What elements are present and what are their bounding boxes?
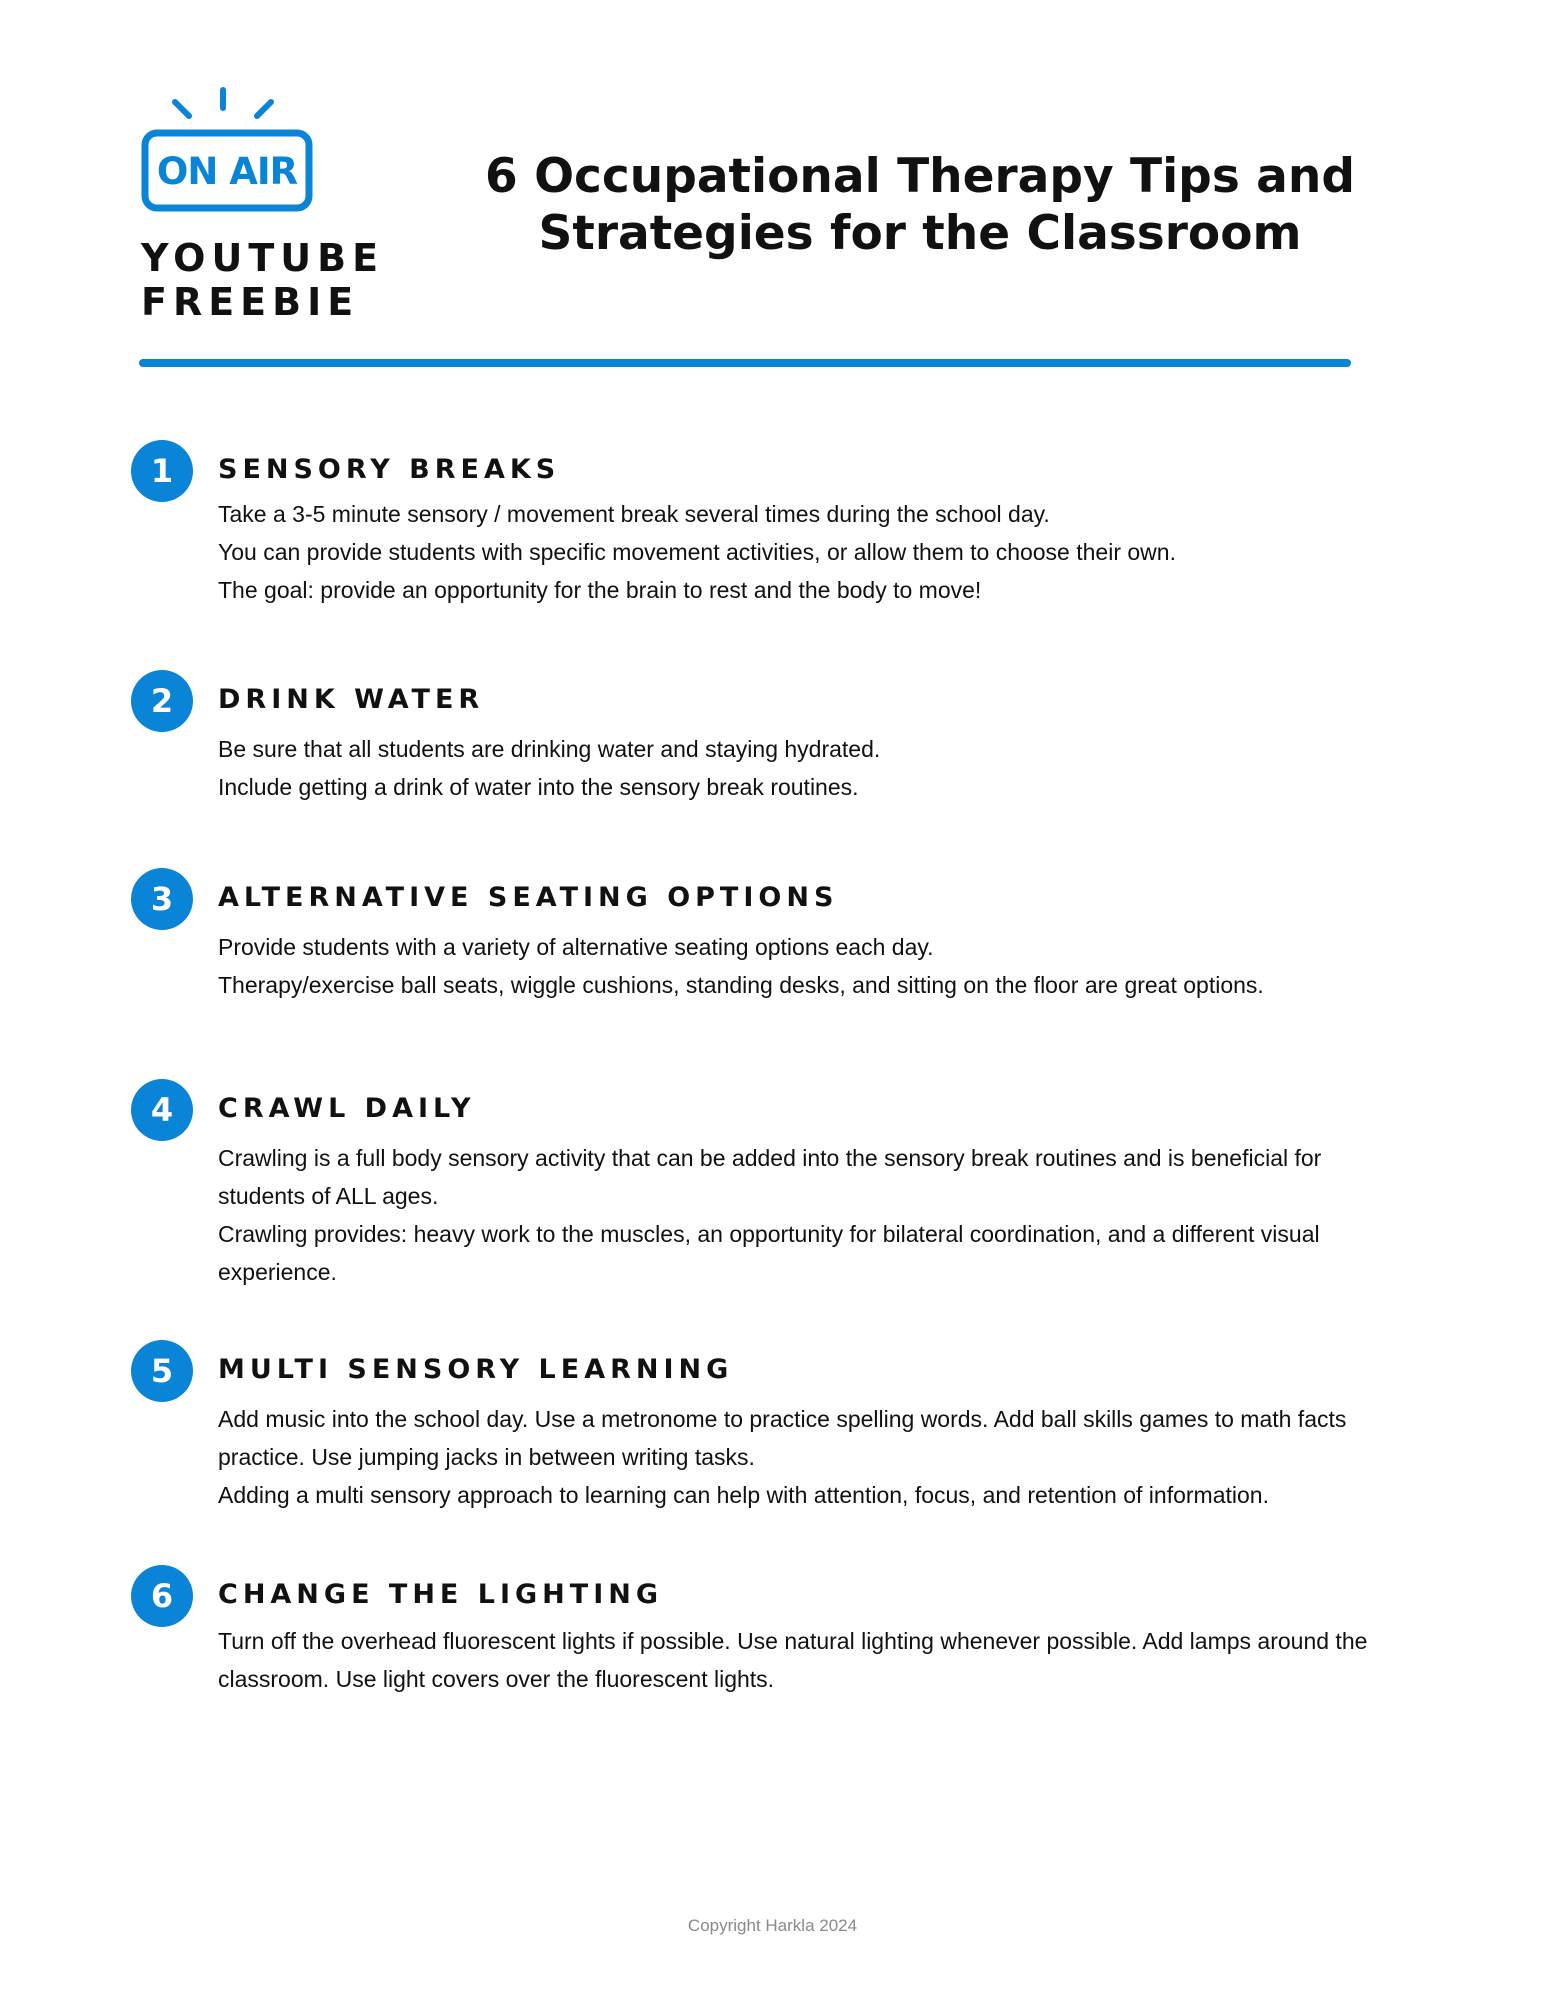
tip-heading: DRINK WATER (218, 684, 485, 715)
tip-line: practice. Use jumping jacks in between writing tasks. (218, 1444, 755, 1470)
youtube-freebie-label (141, 236, 384, 324)
tip-heading: CRAWL DAILY (218, 1093, 476, 1124)
tip-line: You can provide students with specific movement activities, or allow them to choose their own. (218, 539, 1176, 565)
tip-body (218, 928, 1418, 1004)
tip-line: Provide students with a variety of alternative seating options each day. (218, 934, 934, 960)
tip-body (218, 495, 1418, 609)
tip-number-badge: 1 (131, 440, 193, 502)
tip-line: Include getting a drink of water into the sensory break routines. (218, 774, 859, 800)
title-divider (139, 359, 1351, 367)
tip-line: students of ALL ages. (218, 1183, 439, 1209)
tip-line: The goal: provide an opportunity for the brain to rest and the body to move! (218, 577, 982, 603)
tip-line: Adding a multi sensory approach to learning can help with attention, focus, and retention of information. (218, 1482, 1269, 1508)
on-air-label: ON AIR (156, 150, 298, 193)
tip-heading: CHANGE THE LIGHTING (218, 1579, 663, 1610)
tip-heading: MULTI SENSORY LEARNING (218, 1354, 734, 1385)
tip-body (218, 1622, 1418, 1698)
tip-line: Crawling is a full body sensory activity that can be added into the sensory break routines and is beneficial for (218, 1145, 1322, 1171)
tip-line: Turn off the overhead fluorescent lights if possible. Use natural lighting whenever possible. Add lamps around the (218, 1628, 1368, 1654)
freebie-line: YOUTUBE (141, 236, 385, 280)
tip-heading: SENSORY BREAKS (218, 454, 561, 485)
tip-line: Therapy/exercise ball seats, wiggle cushions, standing desks, and sitting on the floor are great options. (218, 972, 1264, 998)
tip-body (218, 1400, 1418, 1514)
tip-line: Add music into the school day. Use a metronome to practice spelling words. Add ball skills games to math facts (218, 1406, 1347, 1432)
tip-number-badge: 4 (131, 1079, 193, 1141)
tip-number-badge: 5 (131, 1340, 193, 1402)
tip-body (218, 1139, 1418, 1291)
tip-line: classroom. Use light covers over the fluorescent lights. (218, 1666, 775, 1692)
tip-number-badge: 2 (131, 670, 193, 732)
tip-number-badge: 3 (131, 868, 193, 930)
on-air-logo (141, 86, 321, 216)
tip-line: Crawling provides: heavy work to the muscles, an opportunity for bilateral coordination, and a different visual (218, 1221, 1320, 1247)
tip-number-badge: 6 (131, 1565, 193, 1627)
copyright-footer: Copyright Harkla 2024 (687, 1916, 858, 1935)
tip-line: Take a 3-5 minute sensory / movement break several times during the school day. (218, 501, 1050, 527)
page-title (480, 148, 1360, 262)
tip-body (218, 730, 1418, 806)
title-line: 6 Occupational Therapy Tips and (485, 149, 1355, 204)
freebie-line: FREEBIE (141, 280, 360, 324)
tip-heading: ALTERNATIVE SEATING OPTIONS (218, 882, 839, 913)
tip-line: experience. (218, 1259, 337, 1285)
title-line: Strategies for the Classroom (538, 206, 1302, 261)
tip-line: Be sure that all students are drinking water and staying hydrated. (218, 736, 881, 762)
